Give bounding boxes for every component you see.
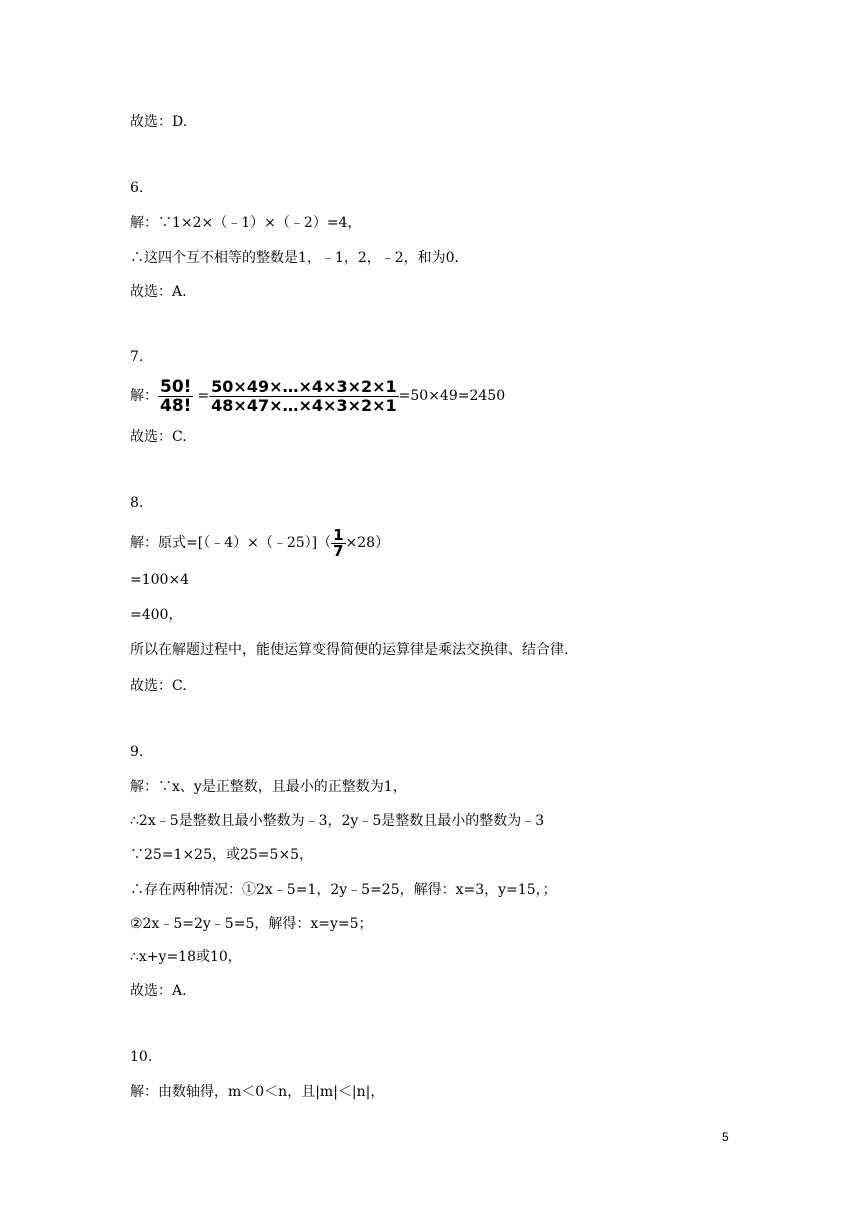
- result-text: =50×49=2450: [398, 388, 506, 404]
- solution-line-fraction: [130, 372, 505, 420]
- fraction-numerator: 1: [333, 525, 344, 544]
- solution-line: 解：∵1×2×（﹣1）×（﹣2）=4，: [130, 215, 362, 231]
- solution-line: 所以在解题过程中，能使运算变得简便的运算律是乘法交换律、结合律.: [130, 642, 569, 658]
- solution-prefix: 解：: [130, 388, 158, 404]
- solution-line: ∴x+y=18或10，: [130, 949, 242, 965]
- solution-line: ∴2x﹣5是整数且最小整数为﹣3，2y﹣5是整数且最小的整数为﹣3: [130, 813, 545, 829]
- equals-sign: =: [197, 388, 210, 404]
- fraction-numerator: 50×49×…×4×3×2×1: [211, 376, 397, 396]
- answer-line: 故选：C.: [130, 429, 187, 445]
- question-number: 10.: [130, 1049, 153, 1065]
- fraction-factorial: [158, 378, 193, 415]
- question-number: 7.: [130, 349, 144, 365]
- question-number: 8.: [130, 495, 144, 511]
- answer-line: 故选：D.: [130, 114, 188, 130]
- question-number: 9.: [130, 744, 144, 760]
- fraction-numerator: 50!: [160, 376, 192, 397]
- answer-line: 故选：A.: [130, 983, 187, 999]
- solution-line: ∴这四个互不相等的整数是1，﹣1，2，﹣2，和为0.: [130, 250, 459, 266]
- solution-line: =400，: [130, 607, 183, 623]
- solution-line: 解：由数轴得，m＜0＜n，且|m|＜|n|，: [130, 1084, 385, 1100]
- fraction-expanded: [209, 378, 399, 415]
- solution-line: ②2x﹣5=2y﹣5=5，解得：x=y=5；: [130, 916, 373, 932]
- question-number: 6.: [130, 180, 144, 196]
- answer-line: 故选：C.: [130, 678, 187, 694]
- fraction-denominator: 48×47×…×4×3×2×1: [211, 395, 397, 415]
- solution-line: ∵25=1×25，或25=5×5，: [130, 847, 314, 863]
- page-number: 5: [722, 1130, 729, 1144]
- fraction-denominator: 7: [333, 541, 344, 560]
- fraction-denominator: 48!: [160, 395, 192, 416]
- solution-line: ∴存在两种情况：①2x﹣5=1，2y﹣5=25，解得：x=3，y=15，；: [130, 882, 557, 898]
- solution-line: =100×4: [130, 572, 190, 588]
- fraction-one-seventh: [331, 525, 345, 560]
- solution-line-fraction: [130, 524, 389, 562]
- solution-line: 解：∵x、y是正整数，且最小的正整数为1，: [130, 779, 407, 795]
- answer-line: 故选：A.: [130, 284, 187, 300]
- expression-start: 解：原式=[（﹣4）×（﹣25）]（: [130, 535, 332, 551]
- expression-end: ×28）: [345, 535, 390, 551]
